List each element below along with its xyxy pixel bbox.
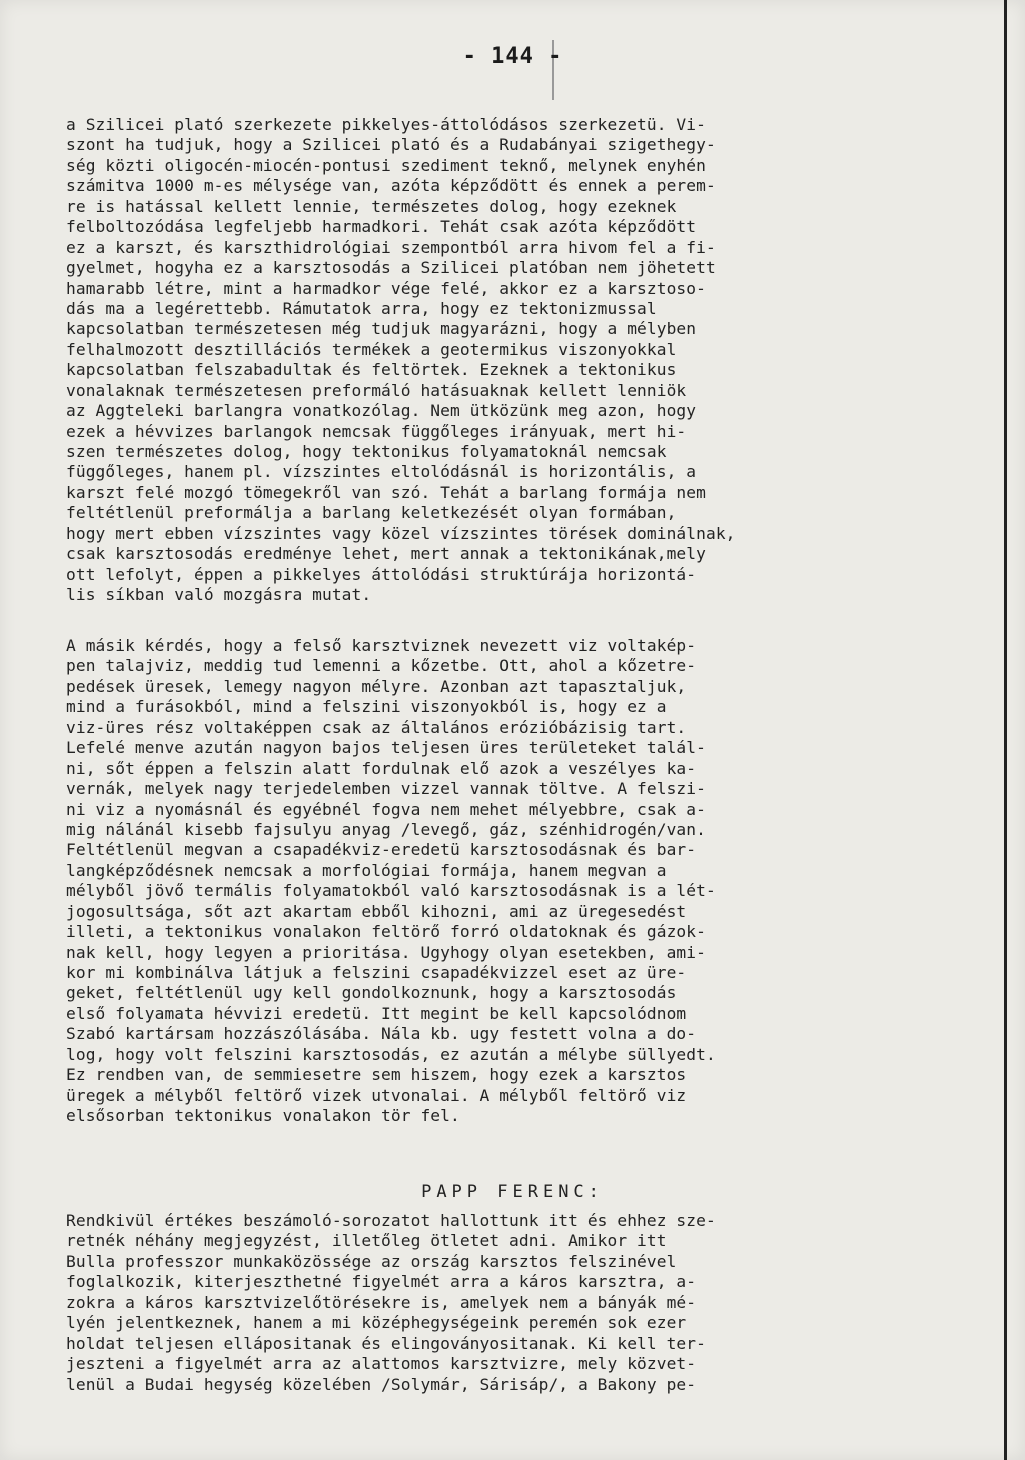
text-line: jeszteni a figyelmét arra az alattomos karsztvizre, mely közvet- [66, 1354, 697, 1374]
text-line: A másik kérdés, hogy a felső karsztviznek nevezett viz voltakép- [66, 636, 697, 655]
text-line: a Szilicei plató szerkezete pikkelyes-áttolódásos szerkezetü. Vi- [66, 115, 706, 134]
text-line: langképződésnek nemcsak a morfológiai formája, hanem megvan a [66, 860, 667, 880]
text-line: dás ma a legérettebb. Rámutatok arra, hogy ez tektonizmussal [66, 298, 657, 318]
text-line: kapcsolatban felszabadultak és feltörtek. Ezeknek a tektonikus [66, 360, 677, 380]
text-line: üregek a mélyből feltörő vizek utvonalai. A mélyből feltörő viz [66, 1085, 687, 1105]
text-line: lenül a Budai hegység közelében /Solymár, Sárisáp/, a Bakony pe- [66, 1374, 697, 1394]
text-line: holdat teljesen ellápositanak és elingoványositanak. Ki kell ter- [66, 1333, 706, 1353]
text-line: feltétlenül preformálja a barlang keletkezését olyan formában, [66, 503, 677, 523]
text-line: Szabó kartársam hozzászólásába. Nála kb. ugy festett volna a do- [66, 1024, 697, 1044]
text-line: elsősorban tektonikus vonalakon tör fel. [66, 1106, 460, 1126]
text-line: függőleges, hanem pl. vízszintes eltolódásnál is horizontális, a [66, 462, 697, 482]
page-number: - 144 - [462, 44, 563, 69]
text-line: Rendkivül értékes beszámoló-sorozatot hallottunk itt és ehhez sze- [66, 1211, 716, 1230]
text-line: kor mi kombinálva látjuk a felszini csapadékvizzel eset az üre- [66, 963, 687, 982]
text-line: csak karsztosodás eredménye lehet, mert annak a tektonikának,mely [66, 544, 706, 564]
text-line: pedések üresek, lemegy nagyon mélyre. Azonban azt tapasztaljuk, [66, 676, 687, 696]
text-line: geket, feltétlenül ugy kell gondolkoznunk, hogy a karsztosodás [66, 983, 677, 1003]
text-line: karszt felé mozgó tömegekről van szó. Tehát a barlang formája nem [66, 482, 706, 502]
text-line: ség közti oligocén-miocén-pontusi szediment teknő, melynek enyhén [66, 155, 706, 175]
text-line: gyelmet, hogyha ez a karsztosodás a Szilicei platóban nem jöhetett [66, 258, 716, 278]
text-line: ezek a hévvizes barlangok nemcsak függőleges irányuak, mert hi- [66, 421, 687, 441]
text-line: foglalkozik, kiterjeszthetné figyelmét arra a káros karsztra, a- [66, 1272, 697, 1292]
text-line: viz-üres rész voltaképpen csak az általános erózióbázisig tart. [66, 717, 687, 737]
text-line: az Aggteleki barlangra vonatkozólag. Nem ütközünk meg azon, hogy [66, 401, 697, 421]
text-line: re is hatással kellett lennie, természetes dolog, hogy ezeknek [66, 196, 677, 216]
text-line: felboltozódása legfeljebb harmadkori. Tehát csak azóta képződött [66, 217, 697, 237]
text-line: Bulla professzor munkaközössége az ország karsztos felszinével [66, 1251, 677, 1271]
text-line: ez a karszt, és karszthidrológiai szempontból arra hivom fel a fi- [66, 237, 716, 257]
text-line: Feltétlenül megvan a csapadékviz-eredetü karsztosodásnak és bar- [66, 840, 697, 860]
text-line: vernák, melyek nagy terjedelemben vizzel vannak töltve. A felszi- [66, 779, 706, 799]
text-line: lyén jelentkeznek, hanem a mi középhegységeink peremén sok ezer [66, 1313, 687, 1333]
text-line: kapcsolatban természetesen még tudjuk magyarázni, hogy a mélyben [66, 319, 697, 339]
text-line: nak kell, hogy legyen a prioritása. Ugyhogy olyan esetekben, ami- [66, 942, 706, 962]
text-line: illeti, a tektonikus vonalakon feltörő forró oldatoknak és gázok- [66, 922, 706, 942]
text-line: log, hogy volt felszini karsztosodás, ez azután a mélybe süllyedt. [66, 1044, 716, 1064]
text-line: felhalmozott desztillációs termékek a geotermikus viszonyokkal [66, 339, 677, 359]
text-line: jogosultsága, sőt azt akartam ebből kihozni, ami az üregesedést [66, 901, 687, 921]
paragraph-2 [66, 636, 944, 1127]
text-line: mélyből jövő termális folyamatokból való karsztosodásnak is a lét- [66, 881, 716, 901]
text-line: vonalaknak természetesen preformáló hatásuaknak kellett lenniök [66, 380, 687, 400]
text-line: zokra a káros karsztvizelőtörésekre is, amelyek nem a bányák mé- [66, 1292, 697, 1312]
speaker-heading: PAPP FERENC: [421, 1182, 604, 1202]
text-line: ni viz a nyomásnál és egyébnél fogva nem mehet mélyebbre, csak a- [66, 799, 706, 819]
text-line: lis síkban való mozgásra mutat. [66, 585, 372, 605]
text-line: mig nálánál kisebb fajsulyu anyag /levegő, gáz, szénhidrogén/van. [66, 819, 706, 839]
paragraph-1 [66, 115, 944, 606]
text-line: Lefelé menve azután nagyon bajos teljesen üres területeket talál- [66, 738, 706, 758]
text-line: számitva 1000 m-es mélysége van, azóta képződött és ennek a perem- [66, 176, 716, 196]
text-line: hogy mert ebben vízszintes vagy közel vízszintes törések dominálnak, [66, 523, 736, 543]
page-edge-line [1004, 0, 1007, 1460]
text-line: Ez rendben van, de semmiesetre sem hiszem, hogy ezek a karsztos [66, 1065, 687, 1085]
text-line: szen természetes dolog, hogy tektonikus folyamatoknál nemcsak [66, 442, 667, 461]
speaker-paragraph [66, 1211, 944, 1395]
text-line: mind a furásokból, mind a felszini viszonyokból is, hogy ez a [66, 697, 667, 717]
text-line: szont ha tudjuk, hogy a Szilicei plató és a Rudabányai szigethegy- [66, 135, 716, 155]
text-line: ott lefolyt, éppen a pikkelyes áttolódási struktúrája horizontá- [66, 564, 697, 584]
text-line: ni, sőt éppen a felszin alatt fordulnak elő azok a veszélyes ka- [66, 758, 697, 778]
text-line: hamarabb létre, mint a harmadkor vége felé, akkor ez a karsztoso- [66, 278, 706, 298]
text-line: első folyamata hévvizi eredetü. Itt megint be kell kapcsolódnom [66, 1003, 687, 1023]
text-line: retnék néhány megjegyzést, illetőleg ötletet adni. Amikor itt [66, 1231, 667, 1251]
text-line: pen talajviz, meddig tud lemenni a kőzetbe. Ott, ahol a kőzetre- [66, 656, 697, 676]
